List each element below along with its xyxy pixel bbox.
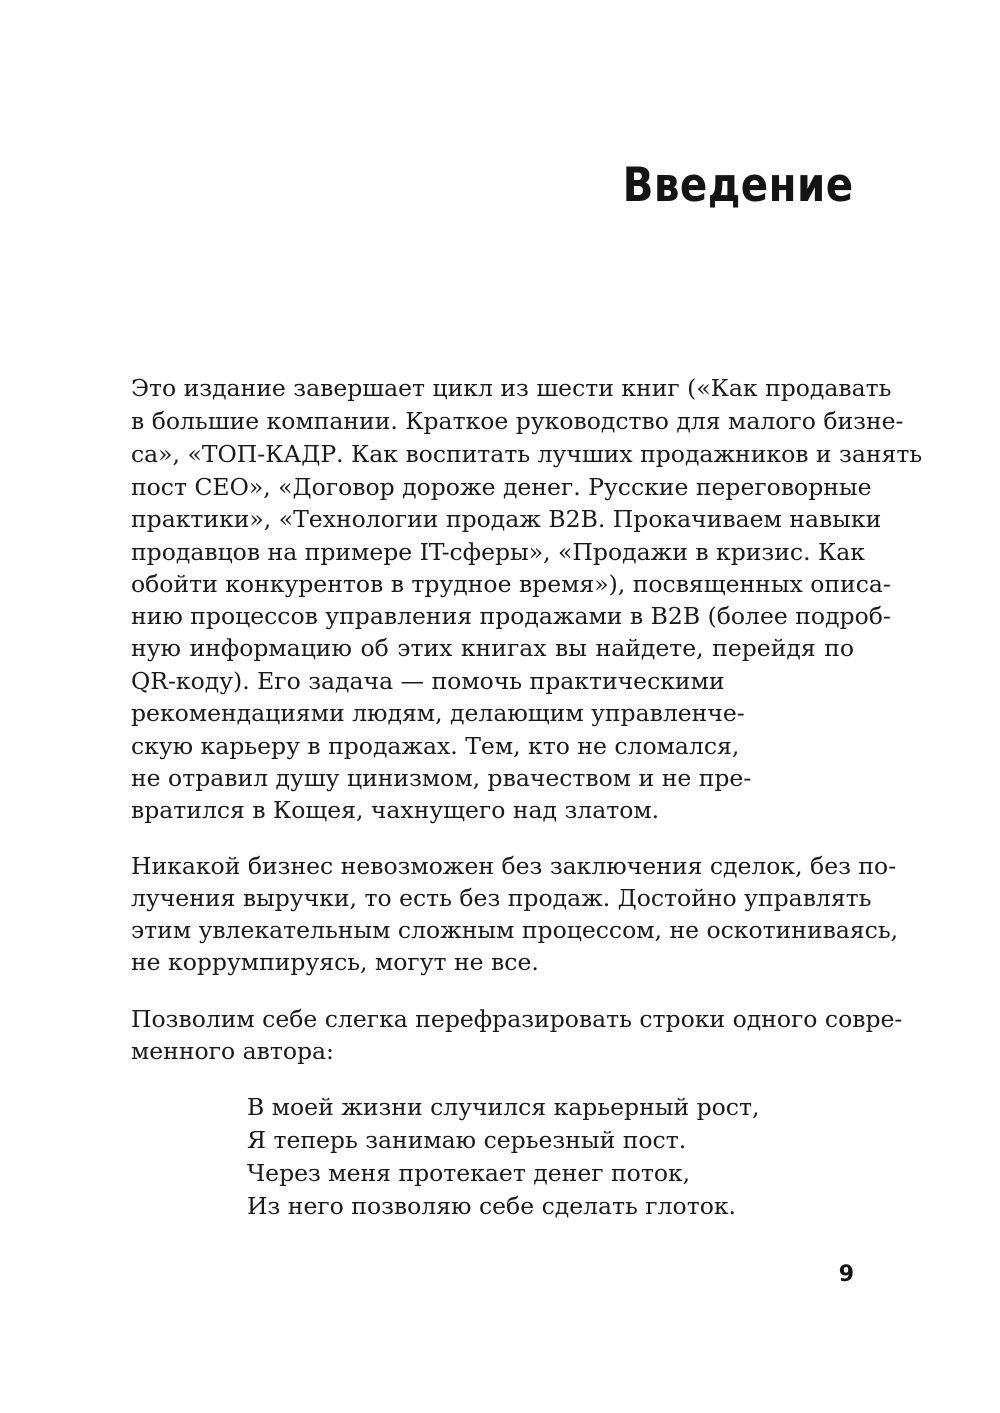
text-line: пост CEO», «Договор дороже денег. Русские переговорные	[131, 473, 872, 501]
text-line: обойти конкурентов в трудное время»), посвященных описа-	[131, 570, 891, 598]
text-line: практики», «Технологии продаж B2B. Прокачиваем навыки	[131, 505, 882, 533]
verse-line: Из него позволяю себе сделать глоток.	[247, 1192, 737, 1220]
text-line: не коррумпируясь, могут не все.	[131, 948, 539, 976]
verse-line: Я теперь занимаю серьезный пост.	[247, 1126, 687, 1154]
text-line: не отравил душу цинизмом, рвачеством и не пре-	[131, 764, 752, 792]
text-line: скую карьеру в продажах. Тем, кто не сломался,	[131, 732, 740, 760]
text-line: QR-коду). Его задача — помочь практическими	[131, 667, 725, 695]
text-line: ную информацию об этих книгах вы найдете, перейдя по	[131, 634, 854, 662]
page-title: Введение	[623, 158, 854, 213]
text-line: нию процессов управления продажами в B2B (более подроб-	[131, 602, 891, 630]
text-line: этим увлекательным сложным процессом, не оскотиниваясь,	[131, 916, 899, 944]
text-line: Позволим себе слегка перефразировать строки одного совре-	[131, 1005, 903, 1033]
verse-line: Через меня протекает денег поток,	[247, 1159, 691, 1187]
text-line: менного автора:	[131, 1037, 334, 1065]
text-line: вратился в Кощея, чахнущего над златом.	[131, 796, 660, 824]
text-line: лучения выручки, то есть без продаж. Достойно управлять	[131, 884, 872, 912]
text-line: продавцов на примере IT-сферы», «Продажи в кризис. Как	[131, 538, 865, 566]
text-line: Это издание завершает цикл из шести книг («Как продавать	[131, 374, 892, 402]
text-line: в большие компании. Краткое руководство для малого бизне-	[131, 407, 904, 435]
text-line: Никакой бизнес невозможен без заключения сделок, без по-	[131, 852, 897, 880]
verse-line: В моей жизни случился карьерный рост,	[247, 1093, 760, 1121]
text-line: са», «ТОП-КАДР. Как воспитать лучших продажников и занять	[131, 440, 923, 468]
text-line: рекомендациями людям, делающим управленче-	[131, 699, 745, 727]
page-number: 9	[838, 1262, 854, 1287]
